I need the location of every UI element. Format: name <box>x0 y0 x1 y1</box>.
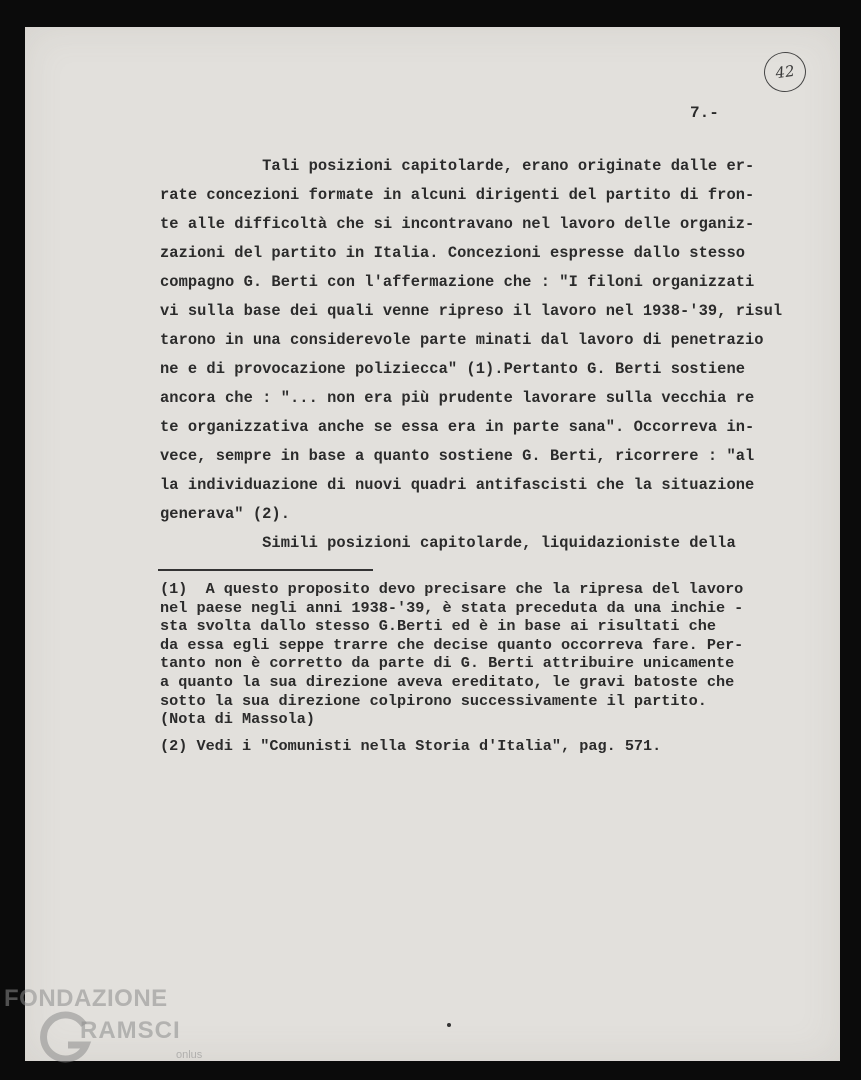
body-line: te alle difficoltà che si incontravano nel lavoro delle organiz- <box>160 215 755 233</box>
footnote-line: da essa egli seppe trarre che decise quanto occorreva fare. Per- <box>160 635 744 654</box>
footnote-line: (1) A questo proposito devo precisare che la ripresa del lavoro <box>160 580 744 598</box>
body-line: zazioni del partito in Italia. Concezioni espresse dallo stesso <box>160 244 746 262</box>
body-line: te organizzativa anche se essa era in parte sana". Occorreva in- <box>160 418 755 436</box>
body-line: generava" (2). <box>160 505 291 523</box>
footnote-line: sta svolta dallo stesso G.Berti ed è in base ai risultati che <box>160 617 716 636</box>
archive-number-stamp: 42 <box>761 49 808 94</box>
body-line: vi sulla base dei quali venne ripreso il lavoro nel 1938-'39, risul <box>160 302 783 320</box>
body-line: compagno G. Berti con l'affermazione che : "I filoni organizzati <box>160 273 755 291</box>
body-line: Tali posizioni capitolarde, erano originate dalle er- <box>160 157 755 175</box>
body-line: rate concezioni formate in alcuni dirigenti del partito di fron- <box>160 186 755 204</box>
footnote-line: tanto non è corretto da parte di G. Berti attribuire unicamente <box>160 654 735 673</box>
ink-dot <box>447 1023 451 1027</box>
body-line: Simili posizioni capitolarde, liquidazioniste della <box>160 534 736 552</box>
footnote-line: sotto la sua direzione colpirono successivamente il partito. <box>160 691 707 710</box>
watermark-line1: FONDAZIONE <box>4 985 168 1012</box>
body-line: vece, sempre in base a quanto sostiene G. Berti, ricorrere : "al <box>160 447 755 465</box>
footnote-line: (2) Vedi i "Comunisti nella Storia d'Italia", pag. 571. <box>160 737 662 755</box>
watermark-line2: RAMSCI <box>80 1017 181 1044</box>
watermark-logo <box>4 985 224 1080</box>
body-line: ne e di provocazione poliziecca" (1).Pertanto G. Berti sostiene <box>160 360 746 378</box>
watermark-line3: onlus <box>176 1049 203 1061</box>
footnote-line: a quanto la sua direzione aveva ereditato, le gravi batoste che <box>160 673 735 691</box>
page-number: 7.- <box>690 104 719 122</box>
body-line: ancora che : "... non era più prudente lavorare sulla vecchia re <box>160 389 755 407</box>
body-line: la individuazione di nuovi quadri antifascisti che la situazione <box>160 476 755 494</box>
footnote-line: nel paese negli anni 1938-'39, è stata preceduta da una inchie - <box>160 598 744 617</box>
footnote-line: (Nota di Massola) <box>160 710 315 729</box>
body-line: tarono in una considerevole parte minati dal lavoro di penetrazio <box>160 331 764 349</box>
footnote-separator <box>158 569 373 571</box>
